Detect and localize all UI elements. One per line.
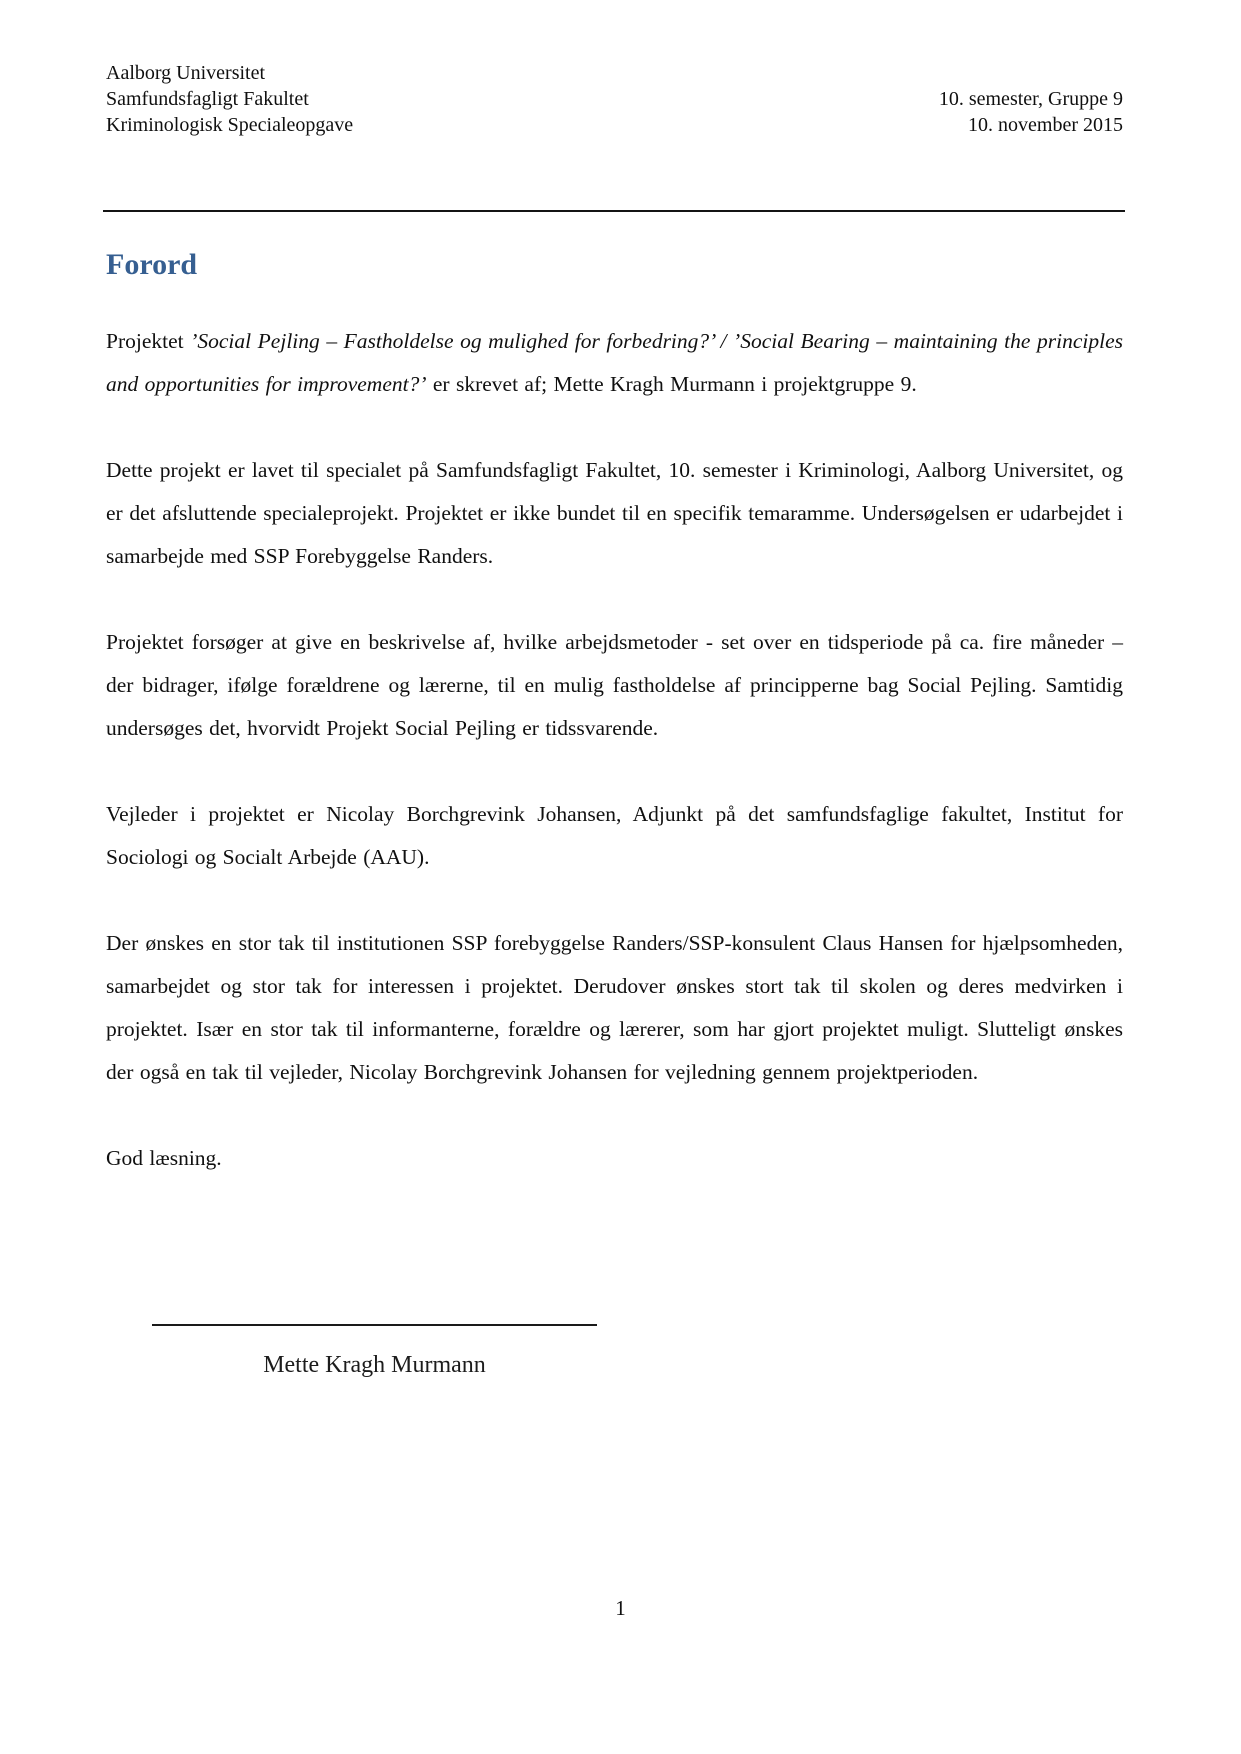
paragraph-acknowledgements: Der ønskes en stor tak til institutionen SSP forebyggelse Randers/SSP-konsulent Claus Hansen for hjælpsomheden, samarbejdet og stor tak for interessen i projektet. Derudover ønskes stort tak til skolen og deres medvirken i projektet. Især en stor tak til informanterne, forældre og lærerer, som har gjort projektet muligt. Slutteligt ønskes der også en tak til vejleder, Nicolay Borchgrevink Johansen for vejledning gennem projektperioden. (106, 931, 1123, 1084)
paragraph-supervisor: Vejleder i projektet er Nicolay Borchgrevink Johansen, Adjunkt på det samfundsfaglige fakultet, Institut for Sociologi og Socialt Arbejde (AAU). (106, 802, 1123, 869)
signature-block (152, 1324, 597, 1379)
header-university: Aalborg Universitet (106, 62, 266, 84)
header-divider-rule (103, 210, 1125, 212)
paragraph-project-context: Dette projekt er lavet til specialet på Samfundsfagligt Fakultet, 10. semester i Kriminologi, Aalborg Universitet, og er det afsluttende specialeprojekt. Projektet er ikke bundet til en specifik temaramme. Undersøgelsen er udarbejdet i samarbejde med SSP Forebyggelse Randers. (106, 458, 1123, 568)
header-faculty: Samfundsfagligt Fakultet (106, 88, 309, 110)
paragraph-segment: Projektet (106, 329, 191, 353)
document-body (106, 320, 1123, 1180)
paragraph-segment-italic-title: ’Social Pejling – Fastholdelse og mulighed for forbedring?’ / ’Social Bearing – maintaining the principles and opportunities for improvement?’ (106, 329, 1123, 396)
paragraph-project-title (106, 320, 1123, 406)
section-heading: Forord (106, 248, 198, 281)
header-left-block (106, 60, 353, 138)
page-number: 1 (615, 1596, 626, 1620)
paragraph-segment: er skrevet af; Mette Kragh Murmann i projektgruppe 9. (426, 372, 917, 396)
closing-text: God læsning. (106, 1146, 222, 1170)
header-semester-group: 10. semester, Gruppe 9 (938, 88, 1123, 110)
header-date: 10. november 2015 (968, 114, 1123, 136)
page-header (106, 60, 1123, 138)
paragraph-project-aim: Projektet forsøger at give en beskrivelse af, hvilke arbejdsmetoder - set over en tidsperiode på ca. fire måneder – der bidrager, ifølge forældrene og lærerne, til en mulig fastholdelse af principperne bag Social Pejling. Samtidig undersøges det, hvorvidt Projekt Social Pejling er tidssvarende. (106, 630, 1123, 740)
header-assignment-type: Kriminologisk Specialeopgave (106, 114, 354, 136)
header-right-block (939, 86, 1123, 138)
signature-name: Mette Kragh Murmann (263, 1352, 486, 1378)
